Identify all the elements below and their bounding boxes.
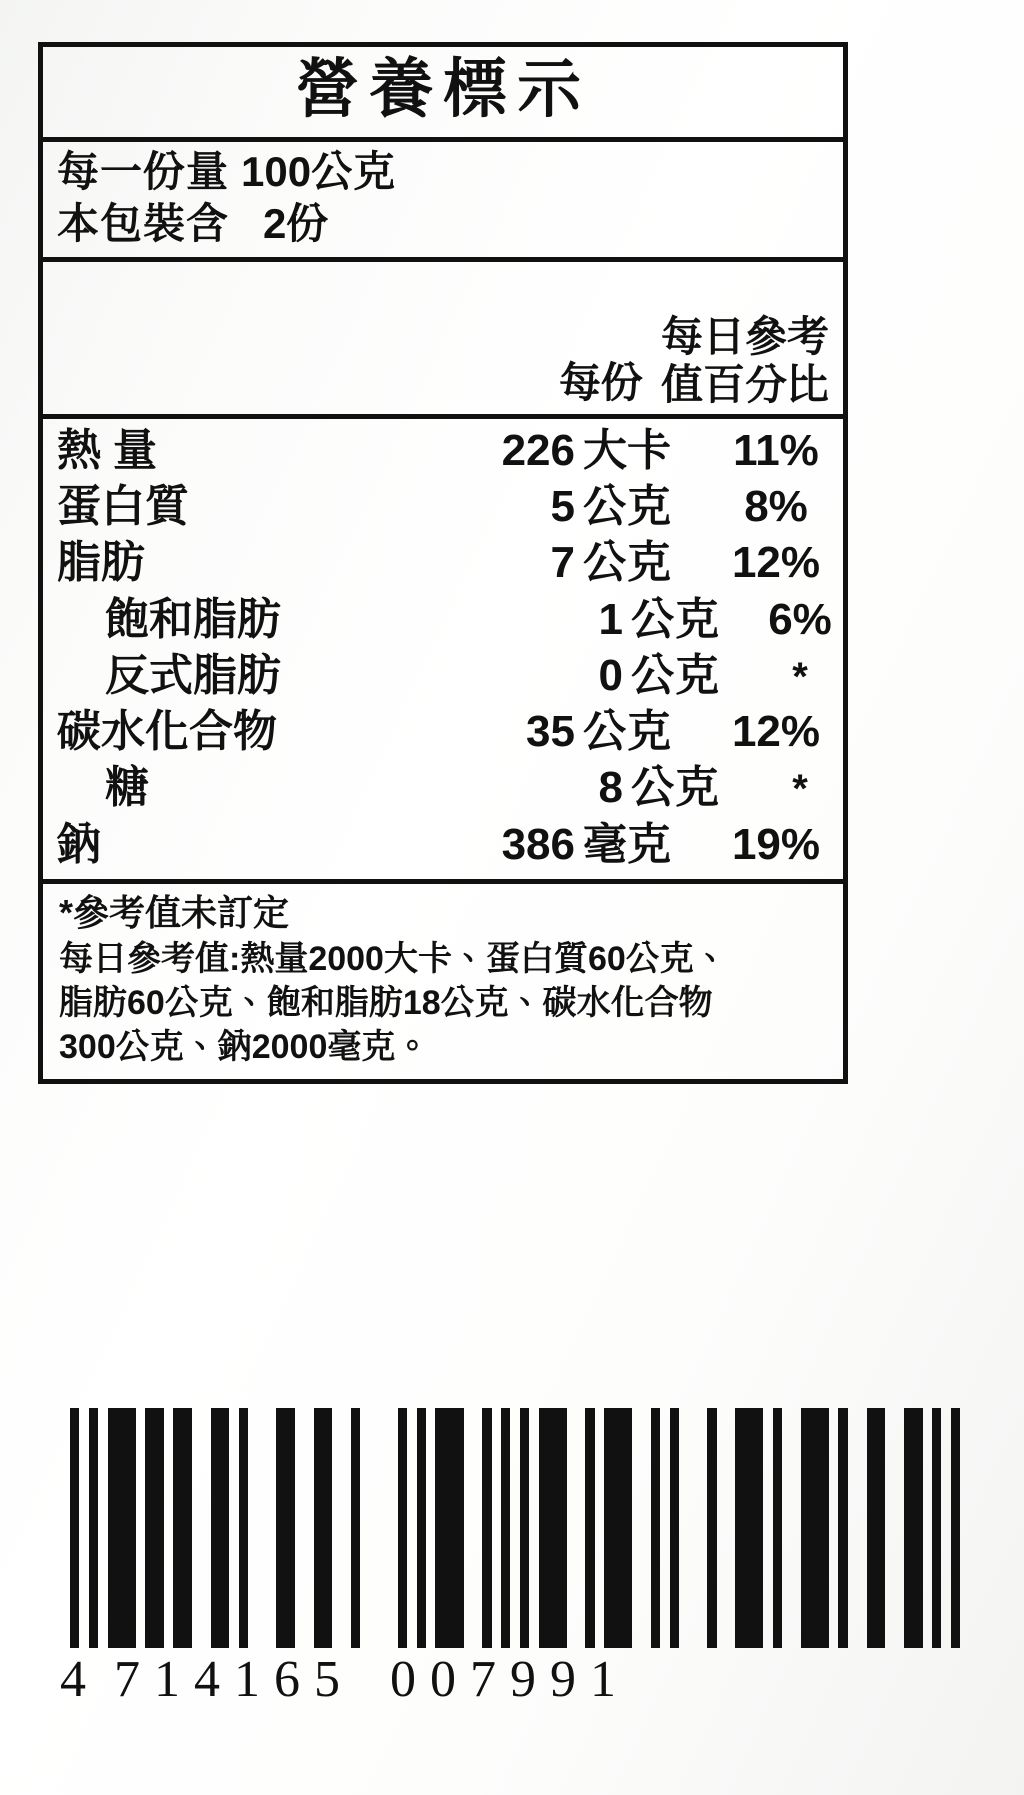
barcode-bar: [904, 1408, 923, 1648]
barcode: [60, 1408, 960, 1709]
barcode-bar: [510, 1408, 519, 1648]
nutrient-value: 7: [550, 538, 575, 588]
nutrient-unit: 公克: [583, 707, 671, 757]
barcode-bar: [314, 1408, 333, 1648]
table-row: [43, 423, 843, 479]
header-daily-value: [653, 313, 843, 410]
barcode-bar: [567, 1408, 586, 1648]
barcode-bar: [295, 1408, 314, 1648]
barcode-group-2: 007991: [390, 1651, 630, 1708]
nutrient-unit: 公克: [631, 650, 719, 700]
barcode-bar: [501, 1408, 510, 1648]
nutrition-title-row: [43, 47, 843, 142]
barcode-bar: [670, 1408, 679, 1648]
barcode-bar: [248, 1408, 276, 1648]
barcode-bar: [539, 1408, 567, 1648]
nutrient-name: 脂肪: [57, 538, 145, 588]
barcode-bars: [70, 1408, 960, 1648]
nutrient-unit: 公克: [583, 481, 671, 531]
nutrient-daily-value: *: [792, 654, 808, 699]
nutrient-name: 糖: [105, 763, 149, 813]
barcode-bar: [98, 1408, 107, 1648]
nutrient-value: 226: [501, 425, 575, 475]
table-row: [43, 479, 843, 535]
nutrient-daily-value: 8%: [744, 481, 808, 531]
table-row: [43, 704, 843, 760]
barcode-bar: [679, 1408, 707, 1648]
nutrient-daily-value: 19%: [731, 819, 821, 869]
barcode-bar: [632, 1408, 651, 1648]
nutrient-daily-value: 12%: [731, 707, 821, 757]
servings-per-pack-value: 2份: [263, 200, 329, 248]
barcode-bar: [239, 1408, 248, 1648]
table-row: [43, 648, 843, 704]
barcode-bar: [108, 1408, 136, 1648]
nutrient-name: 碳水化合物: [57, 707, 277, 757]
barcode-bar: [885, 1408, 904, 1648]
barcode-bar: [145, 1408, 164, 1648]
nutrient-value: 1: [598, 594, 623, 644]
barcode-bar: [173, 1408, 192, 1648]
barcode-bar: [585, 1408, 594, 1648]
serving-size-label: 每一份量: [57, 147, 230, 195]
barcode-bar: [407, 1408, 416, 1648]
barcode-bar: [70, 1408, 79, 1648]
barcode-bar: [604, 1408, 632, 1648]
barcode-bar: [848, 1408, 867, 1648]
header-per-serving: 每份: [558, 358, 643, 406]
barcode-bar: [801, 1408, 829, 1648]
nutrient-unit: 公克: [631, 594, 719, 644]
barcode-bar: [464, 1408, 483, 1648]
barcode-bar: [829, 1408, 838, 1648]
nutrient-unit: 毫克: [583, 819, 671, 869]
barcode-bar: [332, 1408, 351, 1648]
header-daily-value-line1: 每日參考: [660, 313, 829, 360]
nutrient-daily-value: 11%: [733, 425, 819, 475]
barcode-bar: [717, 1408, 736, 1648]
barcode-bar: [651, 1408, 660, 1648]
serving-size-line: [57, 146, 843, 199]
nutrient-name: 蛋白質: [57, 481, 189, 531]
barcode-digits: [60, 1650, 960, 1709]
barcode-bar: [79, 1408, 88, 1648]
footnote-line: 每日參考值:熱量2000大卡、蛋白質60公克、: [59, 939, 728, 978]
footnotes: [43, 884, 843, 1079]
serving-info: [43, 142, 843, 262]
nutrient-name: 飽和脂肪: [105, 594, 281, 644]
nutrient-unit: 公克: [583, 538, 671, 588]
servings-per-pack-line: [57, 198, 843, 251]
nutrient-value: 386: [501, 819, 575, 869]
footnote-line: 脂肪60公克、飽和脂肪18公克、碳水化合物: [59, 984, 713, 1023]
servings-per-pack-label: 本包裝含: [57, 200, 230, 248]
barcode-bar: [838, 1408, 847, 1648]
barcode-bar: [360, 1408, 397, 1648]
nutrient-name: 反式脂肪: [105, 650, 281, 700]
barcode-bar: [773, 1408, 782, 1648]
nutrient-unit: 公克: [631, 763, 719, 813]
nutrient-daily-value: 12%: [731, 538, 821, 588]
barcode-bar: [417, 1408, 426, 1648]
table-row: [43, 535, 843, 591]
barcode-bar: [492, 1408, 501, 1648]
barcode-bar: [782, 1408, 801, 1648]
nutrient-value: 5: [550, 481, 575, 531]
barcode-bar: [229, 1408, 238, 1648]
barcode-bar: [89, 1408, 98, 1648]
nutrition-label: [38, 42, 848, 1084]
barcode-bar: [426, 1408, 435, 1648]
nutrient-unit: 大卡: [583, 425, 671, 475]
barcode-bar: [707, 1408, 716, 1648]
serving-size-value: 100公克: [241, 147, 396, 195]
barcode-bar: [435, 1408, 463, 1648]
footnote-line: *參考值未訂定: [59, 892, 290, 934]
barcode-bar: [951, 1408, 960, 1648]
barcode-bar: [735, 1408, 763, 1648]
nutrient-daily-value: 6%: [768, 594, 832, 644]
table-header-row: [43, 262, 843, 419]
barcode-bar: [136, 1408, 145, 1648]
table-row: [43, 592, 843, 648]
barcode-bar: [763, 1408, 772, 1648]
barcode-group-1: 714165: [114, 1651, 354, 1708]
barcode-bar: [482, 1408, 491, 1648]
barcode-bar: [529, 1408, 538, 1648]
barcode-bar: [941, 1408, 950, 1648]
barcode-bar: [351, 1408, 360, 1648]
nutrient-name: 熱量: [57, 425, 169, 475]
nutrient-daily-value: *: [792, 767, 808, 812]
nutrient-name: 鈉: [57, 819, 101, 869]
header-daily-value-line2: 值百分比: [660, 361, 829, 409]
barcode-lead-digit: 4: [60, 1651, 88, 1708]
nutrition-table: [38, 42, 848, 1084]
table-row: [43, 760, 843, 816]
barcode-bar: [398, 1408, 407, 1648]
barcode-bar: [276, 1408, 295, 1648]
table-row: [43, 817, 843, 873]
barcode-bar: [192, 1408, 211, 1648]
nutrient-value: 0: [598, 650, 623, 700]
barcode-bar: [211, 1408, 230, 1648]
barcode-bar: [520, 1408, 529, 1648]
barcode-bar: [164, 1408, 173, 1648]
barcode-bar: [595, 1408, 604, 1648]
page-title: 營養標示: [295, 53, 591, 125]
barcode-bar: [867, 1408, 886, 1648]
barcode-bar: [923, 1408, 932, 1648]
nutrient-rows: [43, 419, 843, 885]
nutrient-value: 35: [526, 707, 575, 757]
barcode-bar: [660, 1408, 669, 1648]
footnote-line: 300公克、鈉2000毫克。: [59, 1028, 430, 1067]
nutrient-value: 8: [598, 763, 623, 813]
barcode-bar: [932, 1408, 941, 1648]
